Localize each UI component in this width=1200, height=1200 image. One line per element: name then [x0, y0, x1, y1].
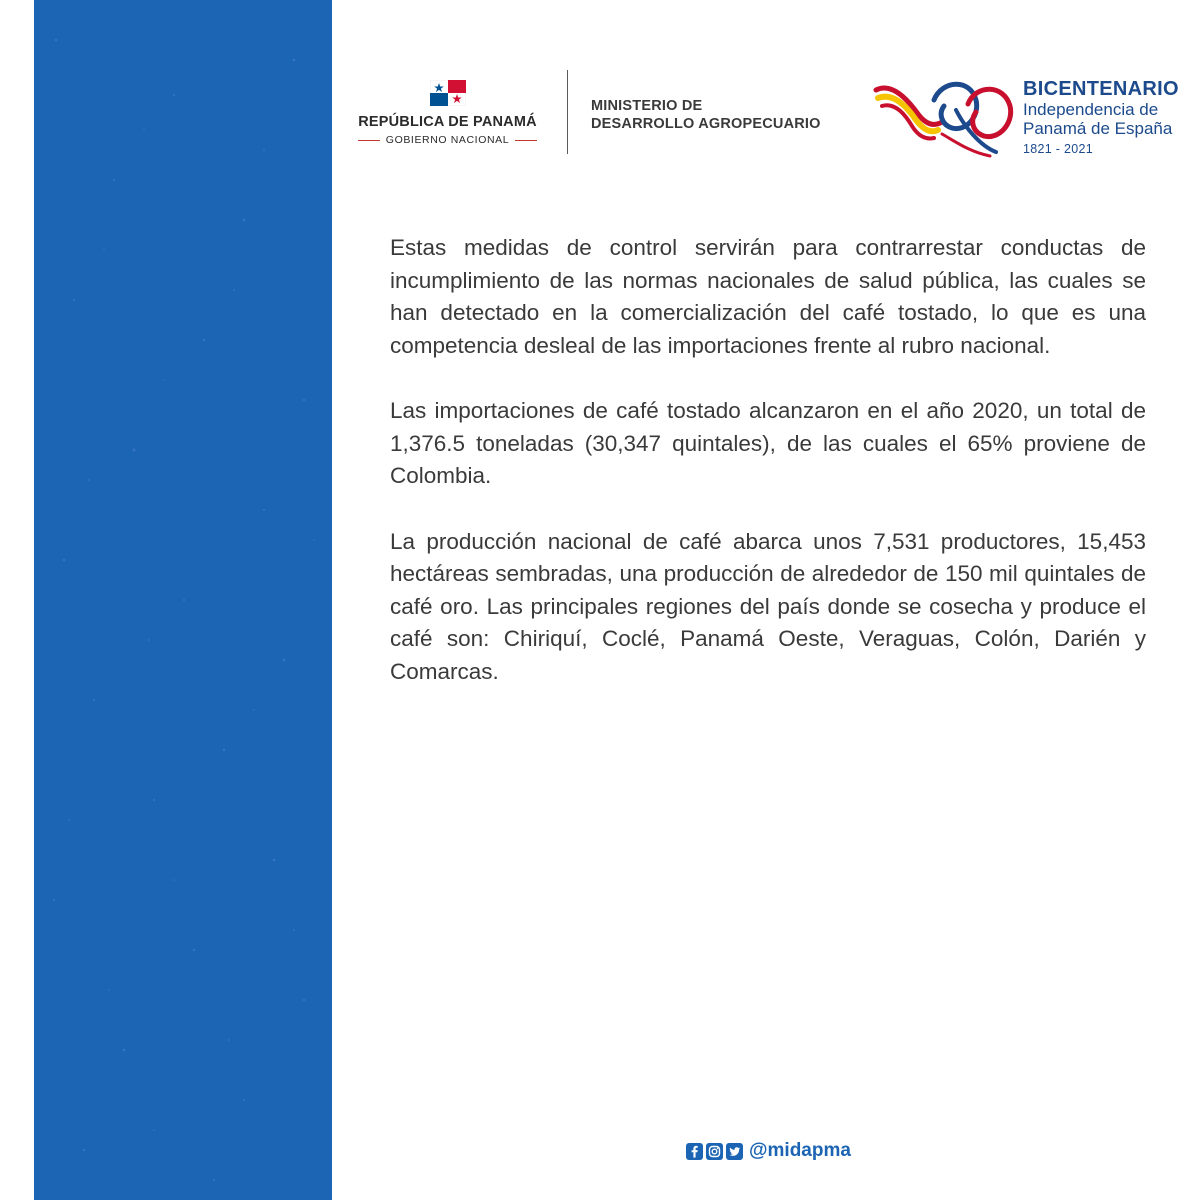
article-body: [390, 232, 1146, 721]
panama-flag-icon: [430, 80, 466, 106]
header-divider: [567, 70, 568, 154]
bicentenario-line-1: Independencia de: [1023, 100, 1159, 119]
bicentenario-years: 1821 - 2021: [1023, 142, 1094, 156]
social-footer: [686, 1140, 851, 1162]
gov-title: REPÚBLICA DE PANAMÁ: [358, 114, 537, 130]
gov-subtitle: GOBIERNO NACIONAL: [385, 134, 510, 146]
subtitle-dash-left: [358, 140, 380, 141]
bicentenario-ribbon-icon: [872, 70, 1020, 162]
decorative-blue-sidebar: [34, 0, 332, 1200]
paragraph-3: La producción nacional de café abarca unos 7,531 productores, 15,453 hectáreas sembradas, una producción de alrededor de 150 mil quintales de café oro. Las principales regiones del país donde se cosecha y produce el café son: Chiriquí, Coclé, Panamá Oeste, Veraguas, Colón, Darién y Comarcas.: [390, 528, 1146, 684]
bicentenario-text-block: [1023, 78, 1179, 156]
ministry-name: [591, 97, 821, 133]
paragraph-1: Estas medidas de control servirán para contrarrestar conductas de incumplimiento de las normas nacionales de salud pública, las cuales se han detectado en la comercialización del café tostado, lo que es una competencia desleal de las importaciones frente al rubro nacional.: [390, 235, 1146, 358]
ministry-line-1: MINISTERIO DE: [591, 98, 703, 114]
paragraph-2: Las importaciones de café tostado alcanzaron en el año 2020, un total de 1,376.5 toneladas (30,347 quintales), de las cuales el 65% proviene de Colombia.: [390, 398, 1146, 488]
gobierno-nacional-logo: [350, 80, 545, 146]
subtitle-dash-right: [515, 140, 537, 141]
instagram-icon[interactable]: [706, 1143, 723, 1160]
speckle-texture: [34, 0, 332, 1200]
ministry-line-2: DESARROLLO AGROPECUARIO: [591, 116, 821, 132]
gov-subtitle-row: [350, 134, 545, 146]
facebook-icon[interactable]: [686, 1143, 703, 1160]
twitter-icon[interactable]: [726, 1143, 743, 1160]
social-handle[interactable]: @midapma: [749, 1140, 851, 1161]
bicentenario-title: BICENTENARIO: [1023, 78, 1179, 100]
bicentenario-line-2: Panamá de España: [1023, 119, 1173, 138]
